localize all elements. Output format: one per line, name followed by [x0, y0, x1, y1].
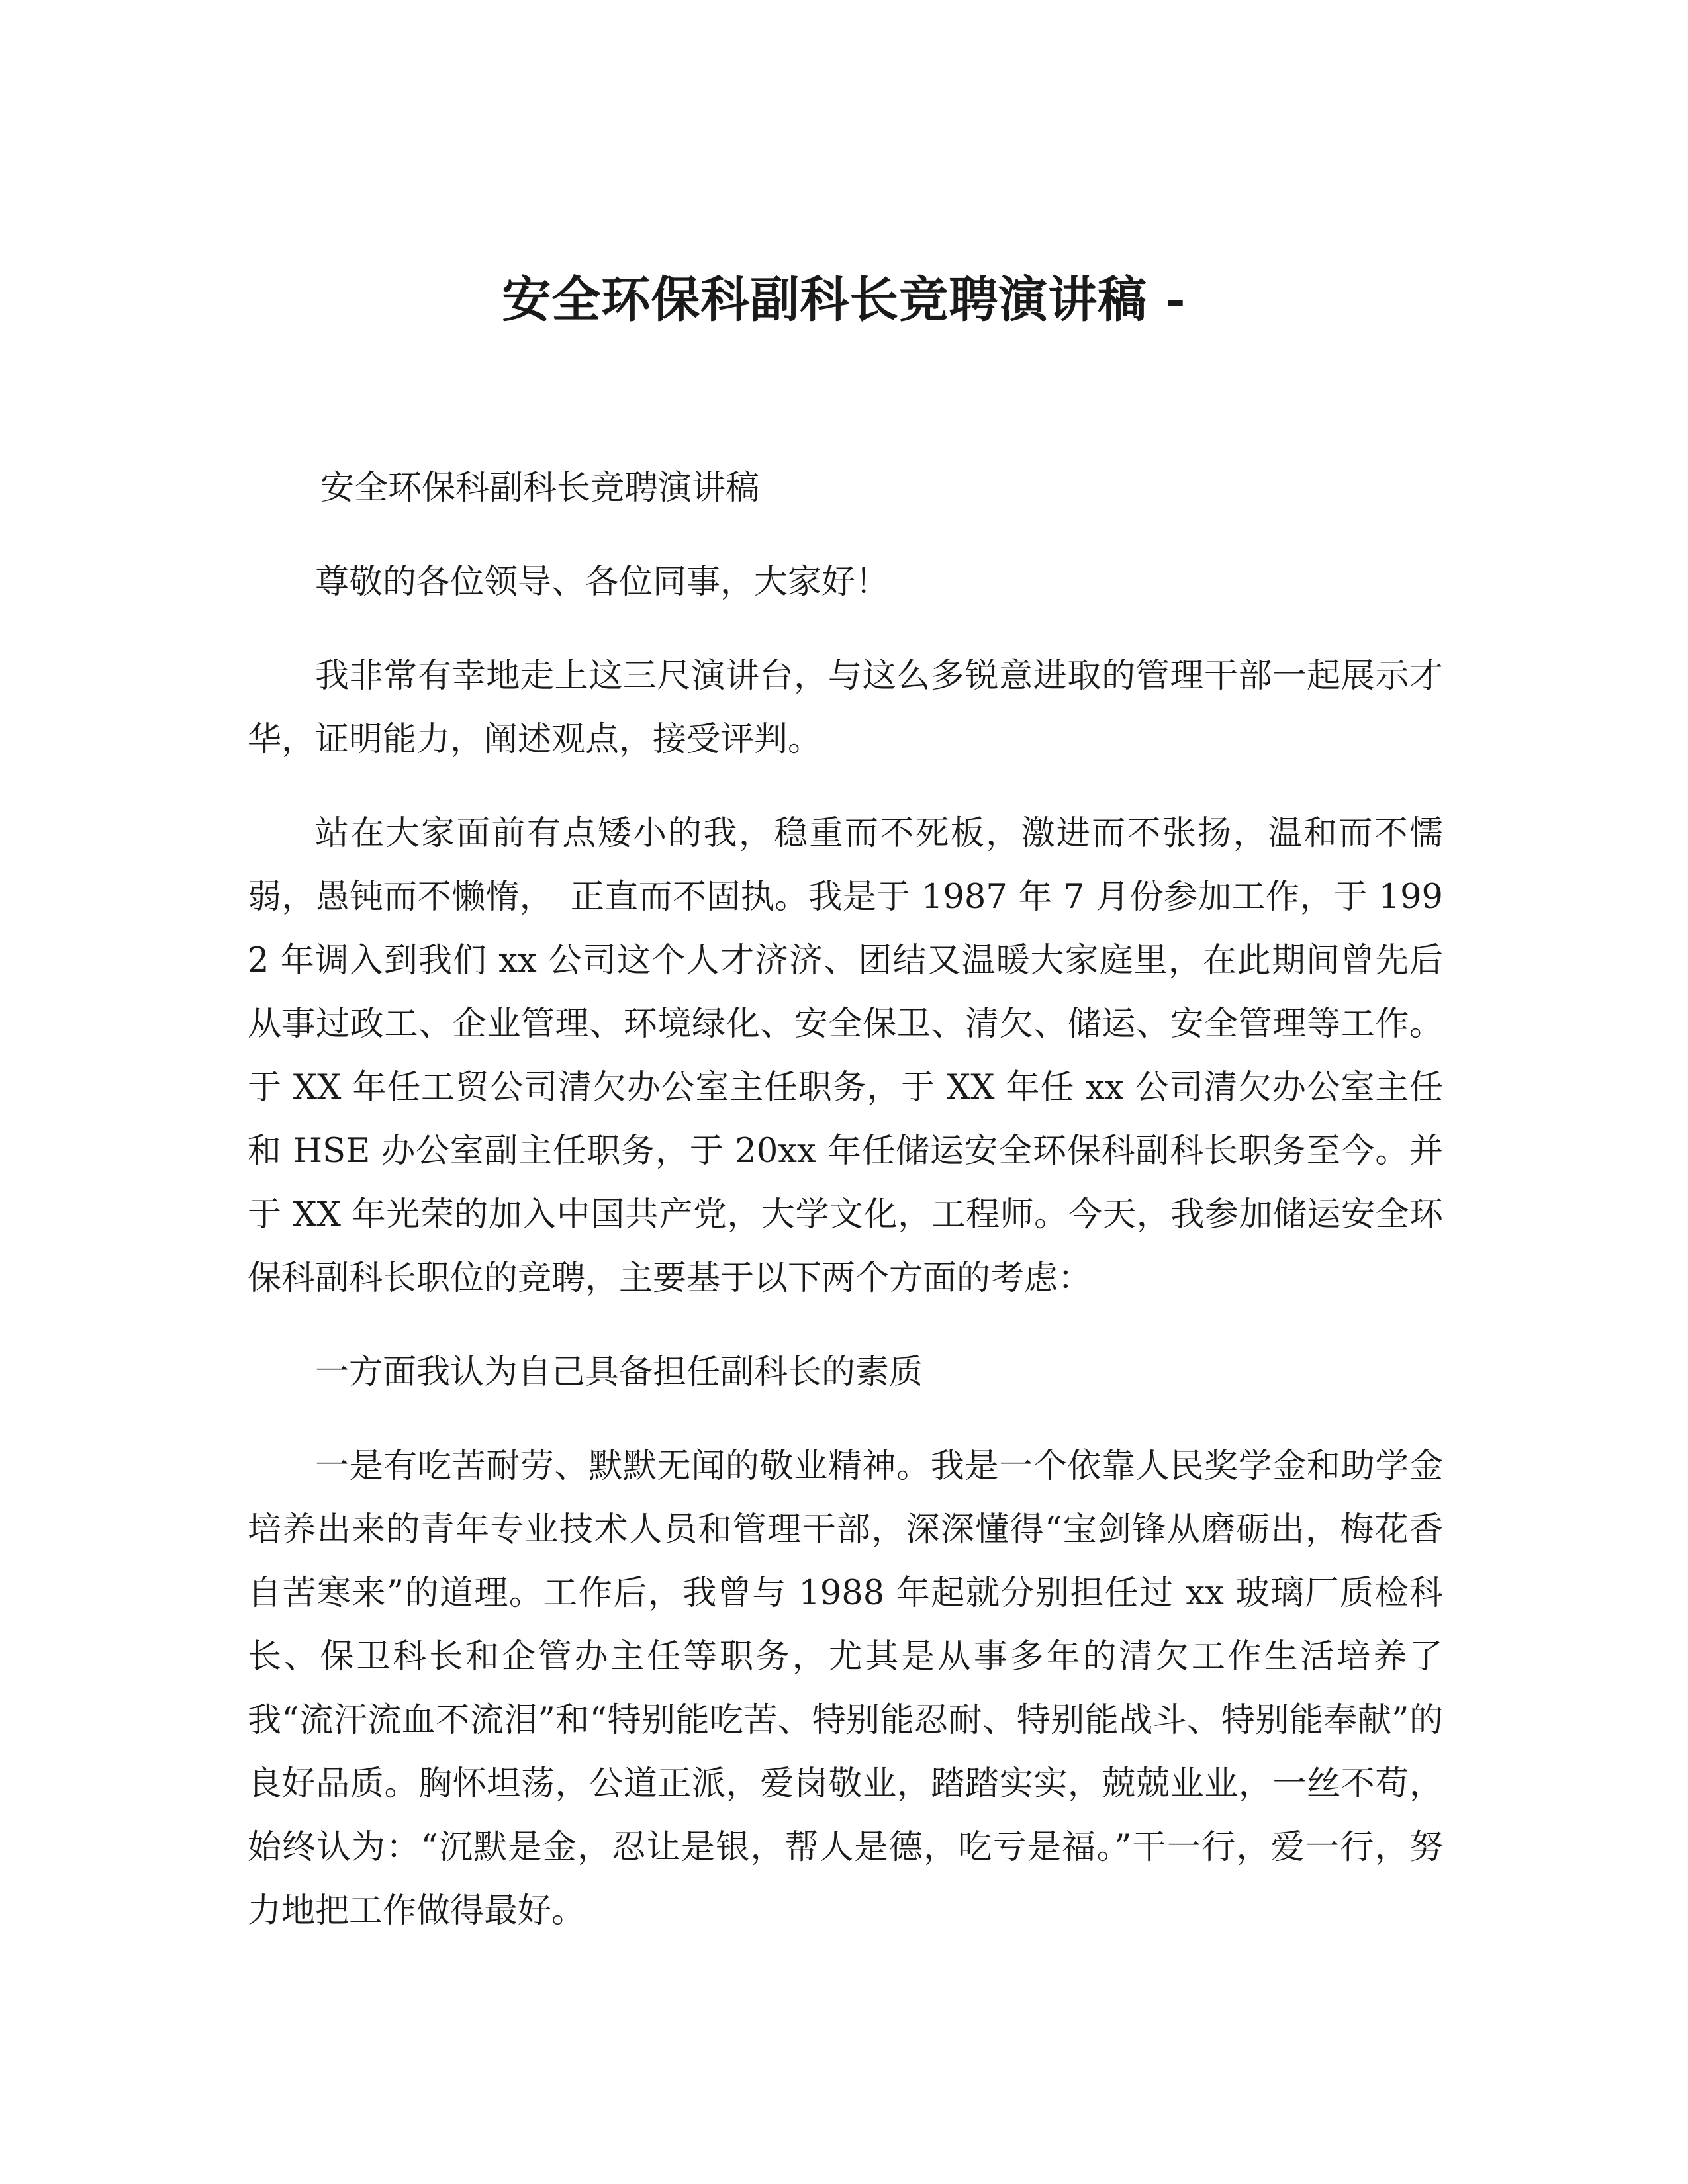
intro-paragraph: 我非常有幸地走上这三尺演讲台，与这么多锐意进取的管理干部一起展示才华，证明能力，阐述观点，接受评判。: [248, 657, 1443, 759]
section-heading-paragraph: 一方面我认为自己具备担任副科长的素质: [315, 1353, 923, 1392]
greeting-paragraph: 尊敬的各位领导、各位同事，大家好！: [315, 563, 890, 602]
document-body: [248, 457, 1443, 1974]
background-paragraph: 站在大家面前有点矮小的我，稳重而不死板，激进而不张扬，温和而不懦弱，愚钝而不懒惰， 正直而不固执。我是于 1987 年 7 月份参加工作，于 1992 年调入到我们 xx 公司这个人才济济、团结又温暖大家庭里，在此期间曾先后从事过政工、企业管理、环境绿化、安全保卫、清欠、储运、安全管理等工作。于 XX 年任工贸公司清欠办公室主任职务，于 XX 年任 xx 公司清欠办公室主任和 HSE 办公室副主任职务，于 20xx 年任储运安全环保科副科长职务至今。并于 XX 年光荣的加入中国共产党，大学文化，工程师。今天，我参加储运安全环保科副科长职位的竞聘，主要基于以下两个方面的考虑：: [248, 814, 1443, 1298]
speech-heading: 安全环保科副科长竞聘演讲稿: [320, 469, 760, 508]
document-title: 安全环保科副科长竞聘演讲稿 -: [502, 271, 1186, 328]
qualities-paragraph: 一是有吃苦耐劳、默默无闻的敬业精神。我是一个依靠人民奖学金和助学金培养出来的青年专业技术人员和管理干部，深深懂得“宝剑锋从磨砺出，梅花香自苦寒来”的道理。工作后，我曾与 1988 年起就分别担任过 xx 玻璃厂质检科长、保卫科长和企管办主任等职务，尤其是从事多年的清欠工作生活培养了我“流汗流血不流泪”和“特别能吃苦、特别能忍耐、特别能战斗、特别能奉献”的良好品质。胸怀坦荡，公道正派，爱岗敬业，踏踏实实，兢兢业业，一丝不苟，始终认为：“沉默是金，忍让是银，帮人是德，吃亏是福。”干一行，爱一行，努力地把工作做得最好。: [248, 1447, 1443, 1931]
